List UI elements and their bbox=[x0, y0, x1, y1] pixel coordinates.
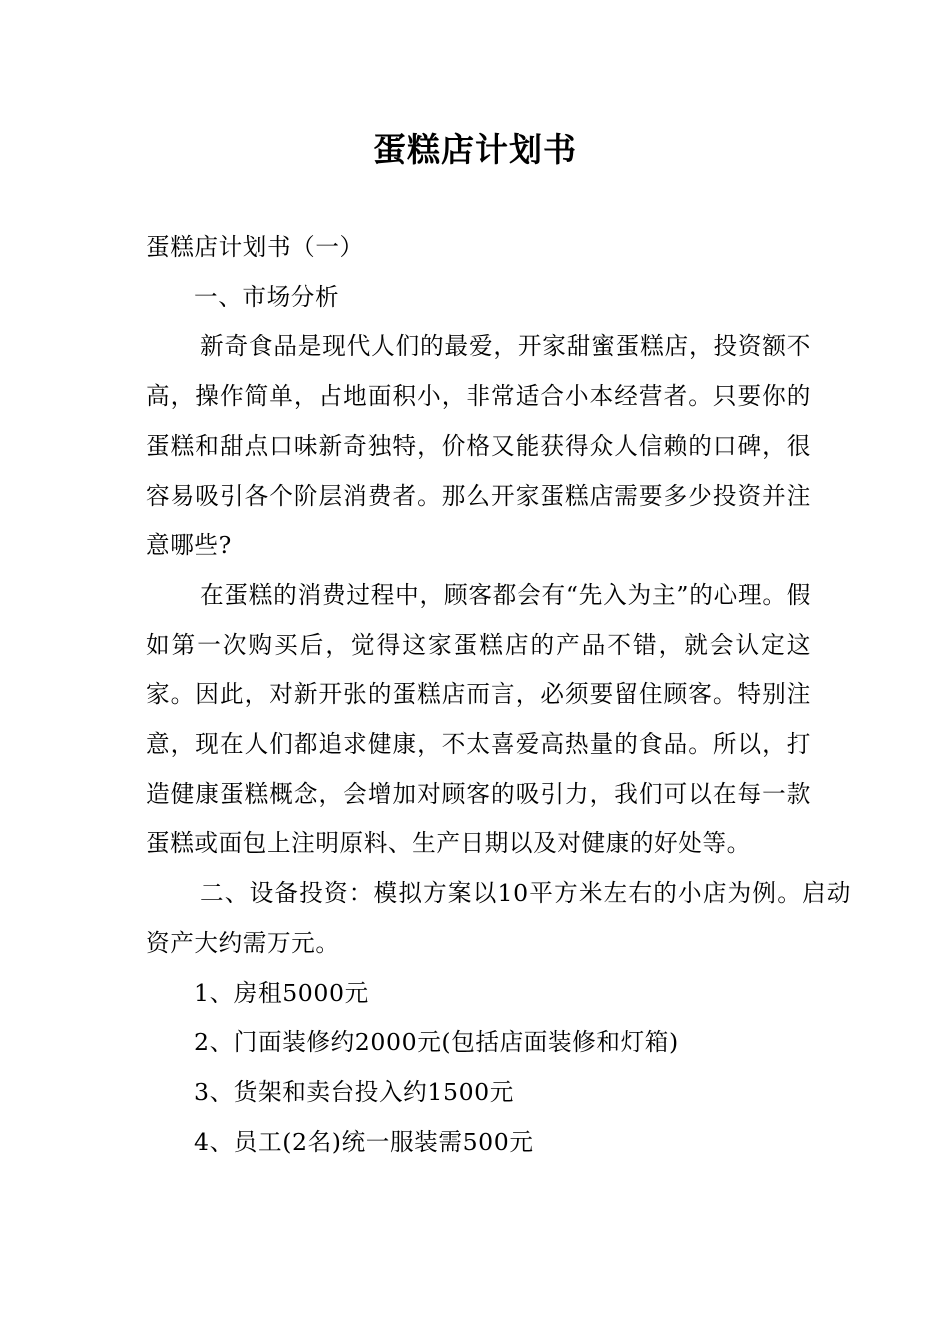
paragraph-intro: 新奇食品是现代人们的最爱，开家甜蜜蛋糕店，投资额不高，操作简单，占地面积小，非常适合小本经营者。只要你的蛋糕和甜点口味新奇独特，价格又能获得众人信赖的口碑，很容易吸引各个阶层消费者。那么开家蛋糕店需要多少投资并注意哪些? bbox=[146, 332, 811, 560]
paragraph-equipment-investment: 二、设备投资：模拟方案以10平方米左右的小店为例。启动资产大约需万元。 bbox=[146, 879, 851, 957]
paragraph-customer-psychology: 在蛋糕的消费过程中，顾客都会有“先入为主”的心理。假如第一次购买后，觉得这家蛋糕店的产品不错，就会认定这家。因此，对新开张的蛋糕店而言，必须要留住顾客。特别注意，现在人们都追求健康，不太喜爱高热量的食品。所以，打造健康蛋糕概念，会增加对顾客的吸引力，我们可以在每一款蛋糕或面包上注明原料、生产日期以及对健康的好处等。 bbox=[146, 580, 811, 858]
section-subtitle: 蛋糕店计划书（一） bbox=[146, 233, 364, 261]
document-body bbox=[146, 223, 851, 1167]
section-heading-market-analysis: 一、市场分析 bbox=[194, 282, 340, 311]
list-item-shelves: 3、货架和卖台投入约1500元 bbox=[194, 1077, 514, 1106]
list-item-uniforms: 4、员工(2名)统一服装需500元 bbox=[194, 1127, 534, 1156]
list-item-decoration: 2、门面装修约2000元(包括店面装修和灯箱) bbox=[194, 1028, 679, 1057]
document-title: 蛋糕店计划书 bbox=[373, 130, 577, 169]
list-item-rent: 1、房租5000元 bbox=[194, 978, 369, 1007]
